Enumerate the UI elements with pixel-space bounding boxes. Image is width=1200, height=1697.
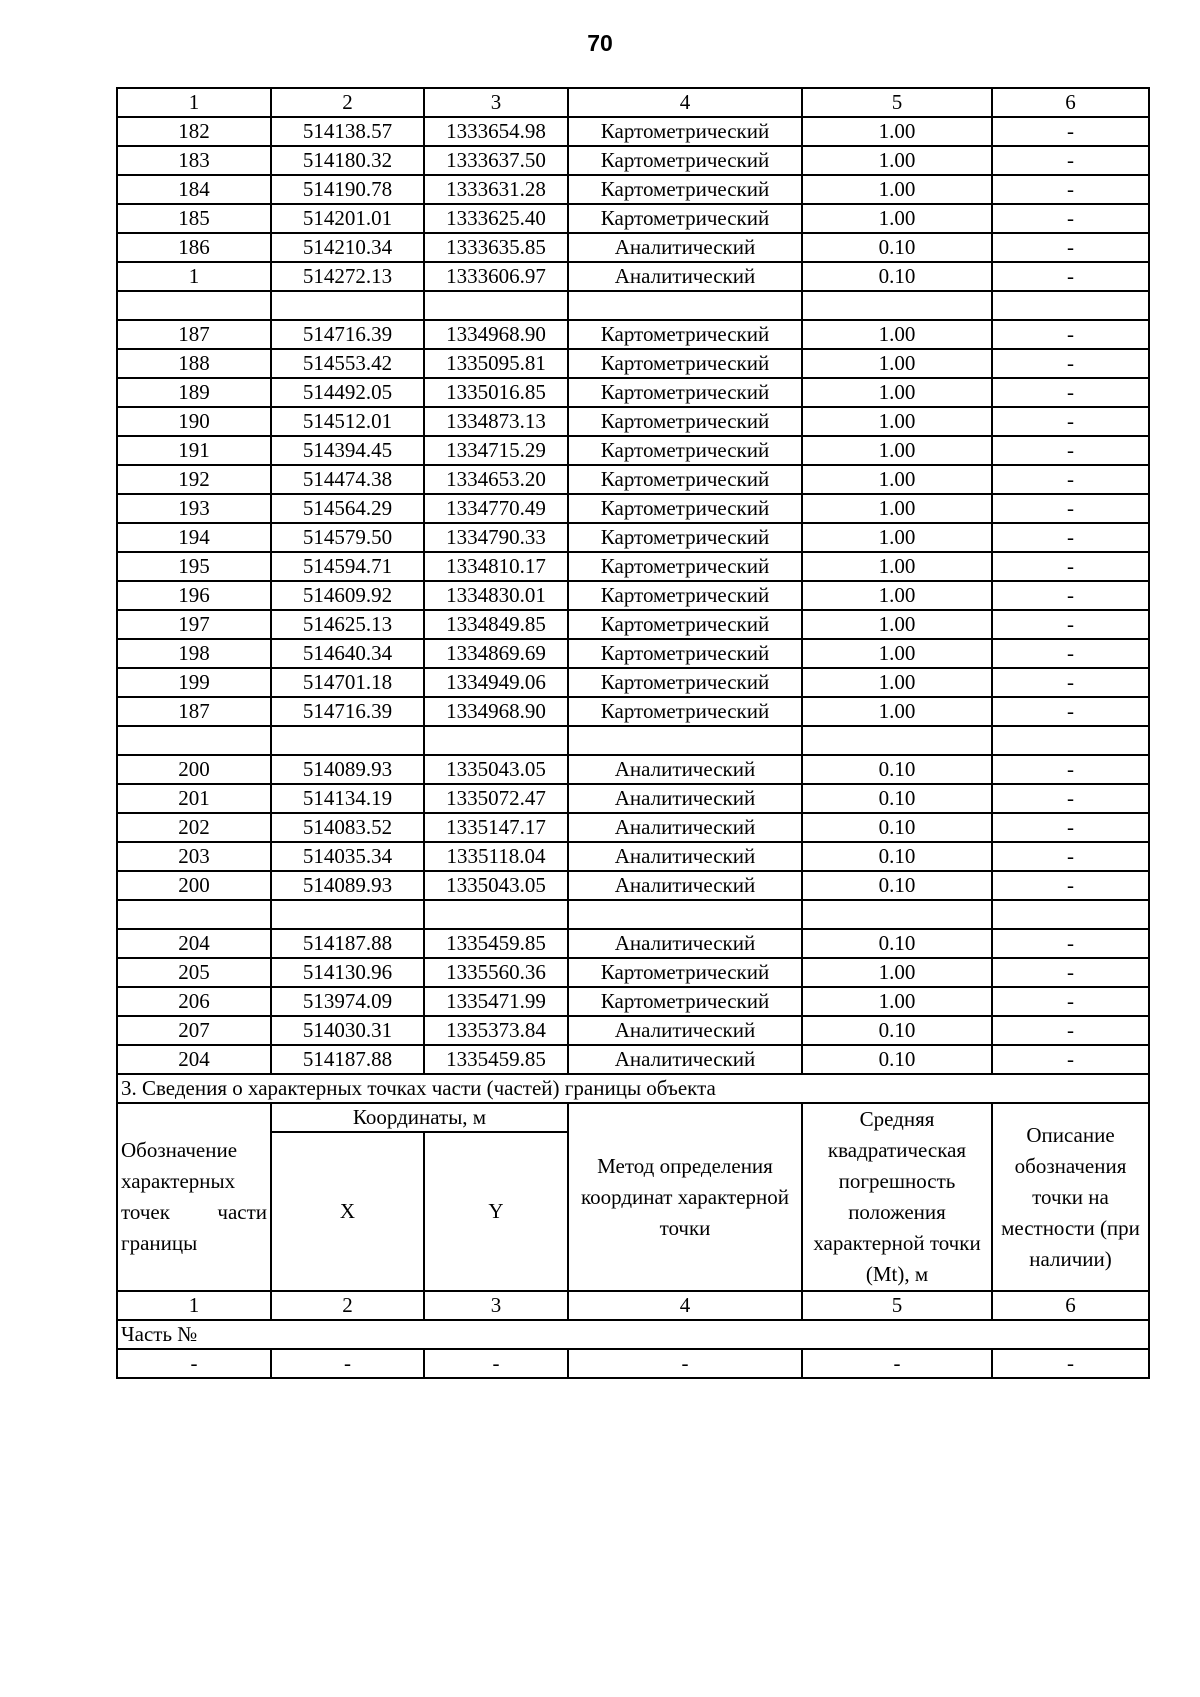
mean-error-cell: 1.00 — [802, 175, 992, 204]
x-coordinate-cell: 514272.13 — [271, 262, 424, 291]
mean-error-cell: 0.10 — [802, 784, 992, 813]
description-cell — [992, 900, 1149, 929]
table-row — [117, 784, 1149, 813]
mean-error-cell: 1.00 — [802, 407, 992, 436]
x-coordinate-cell: 514474.38 — [271, 465, 424, 494]
method-cell: Картометрический — [568, 436, 802, 465]
table-row — [117, 813, 1149, 842]
description-cell: - — [992, 146, 1149, 175]
x-coordinate-cell: 514512.01 — [271, 407, 424, 436]
x-coordinate-cell: 514609.92 — [271, 581, 424, 610]
description-cell: - — [992, 320, 1149, 349]
y-coordinate-cell: 1334873.13 — [424, 407, 568, 436]
mean-error-cell: 0.10 — [802, 813, 992, 842]
mean-error-cell: 1.00 — [802, 204, 992, 233]
point-number-cell: 205 — [117, 958, 271, 987]
description-cell: - — [992, 871, 1149, 900]
x-coordinate-cell: 514394.45 — [271, 436, 424, 465]
point-number-cell — [117, 291, 271, 320]
mean-error-cell: 1.00 — [802, 436, 992, 465]
description-cell: - — [992, 813, 1149, 842]
description-cell: - — [992, 842, 1149, 871]
x-coordinate-cell: 514187.88 — [271, 929, 424, 958]
description-cell — [992, 291, 1149, 320]
y-coordinate-cell: 1335072.47 — [424, 784, 568, 813]
method-cell: Картометрический — [568, 146, 802, 175]
y-coordinate-cell: 1334849.85 — [424, 610, 568, 639]
x-coordinate-cell — [271, 900, 424, 929]
method-cell: Картометрический — [568, 610, 802, 639]
y-coordinate-cell: 1334653.20 — [424, 465, 568, 494]
description-cell: - — [992, 233, 1149, 262]
method-cell: Картометрический — [568, 494, 802, 523]
mean-error-cell: 1.00 — [802, 146, 992, 175]
table-row — [117, 320, 1149, 349]
point-number-cell: 185 — [117, 204, 271, 233]
mean-error-cell: 0.10 — [802, 871, 992, 900]
table-row — [117, 871, 1149, 900]
description-cell: - — [992, 929, 1149, 958]
point-number-cell: 184 — [117, 175, 271, 204]
description-cell: - — [992, 552, 1149, 581]
point-number-cell: 199 — [117, 668, 271, 697]
method-cell: Картометрический — [568, 668, 802, 697]
mean-error-cell: 1.00 — [802, 117, 992, 146]
column-number: 4 — [568, 88, 802, 117]
part-cell: - — [802, 1349, 992, 1378]
description-cell: - — [992, 639, 1149, 668]
mean-error-cell — [802, 291, 992, 320]
y-coordinate-cell: 1333631.28 — [424, 175, 568, 204]
method-cell: Картометрический — [568, 465, 802, 494]
coordinates-table-body — [117, 88, 1149, 1378]
method-cell: Аналитический — [568, 1045, 802, 1074]
mean-error-cell: 0.10 — [802, 1016, 992, 1045]
method-cell — [568, 726, 802, 755]
point-number-cell: 193 — [117, 494, 271, 523]
table-row — [117, 958, 1149, 987]
y-coordinate-cell: 1335373.84 — [424, 1016, 568, 1045]
section-title-row — [117, 1074, 1149, 1103]
y-coordinate-cell: 1333606.97 — [424, 262, 568, 291]
method-cell: Картометрический — [568, 958, 802, 987]
table-row — [117, 697, 1149, 726]
table-row — [117, 175, 1149, 204]
x-coordinate-cell — [271, 291, 424, 320]
x-coordinate-cell: 514716.39 — [271, 697, 424, 726]
x-coordinate-cell: 513974.09 — [271, 987, 424, 1016]
part-cell: - — [271, 1349, 424, 1378]
table-row — [117, 842, 1149, 871]
column-number: 3 — [424, 1291, 568, 1320]
description-cell: - — [992, 378, 1149, 407]
column-number-row — [117, 88, 1149, 117]
column-number: 1 — [117, 1291, 271, 1320]
table-row — [117, 146, 1149, 175]
part-cell: - — [568, 1349, 802, 1378]
point-number-cell: 189 — [117, 378, 271, 407]
table-row — [117, 349, 1149, 378]
column-number: 2 — [271, 1291, 424, 1320]
method-cell: Картометрический — [568, 204, 802, 233]
part-cell: - — [117, 1349, 271, 1378]
description-cell: - — [992, 755, 1149, 784]
point-number-cell: 202 — [117, 813, 271, 842]
table-row — [117, 436, 1149, 465]
method-cell: Картометрический — [568, 552, 802, 581]
x-coordinate-cell: 514180.32 — [271, 146, 424, 175]
y-coordinate-cell: 1335560.36 — [424, 958, 568, 987]
point-number-cell: 195 — [117, 552, 271, 581]
description-cell: - — [992, 1016, 1149, 1045]
x-coordinate-cell: 514134.19 — [271, 784, 424, 813]
point-number-cell: 182 — [117, 117, 271, 146]
point-number-cell: 188 — [117, 349, 271, 378]
separator-row — [117, 726, 1149, 755]
mean-error-cell: 0.10 — [802, 262, 992, 291]
x-coordinate-cell: 514210.34 — [271, 233, 424, 262]
separator-row — [117, 291, 1149, 320]
table-row — [117, 1016, 1149, 1045]
y-coordinate-cell — [424, 291, 568, 320]
method-cell — [568, 291, 802, 320]
point-number-cell: 187 — [117, 697, 271, 726]
x-coordinate-cell: 514130.96 — [271, 958, 424, 987]
table-row — [117, 262, 1149, 291]
page-number: 70 — [587, 30, 613, 56]
table-row — [117, 1045, 1149, 1074]
point-number-cell: 207 — [117, 1016, 271, 1045]
x-header: X — [271, 1132, 424, 1291]
description-cell: - — [992, 958, 1149, 987]
method-cell: Картометрический — [568, 349, 802, 378]
point-number-cell: 201 — [117, 784, 271, 813]
mean-error-cell: 1.00 — [802, 697, 992, 726]
part-row — [117, 1349, 1149, 1378]
point-number-cell: 190 — [117, 407, 271, 436]
y-coordinate-cell: 1333637.50 — [424, 146, 568, 175]
coordinates-header: Координаты, м — [271, 1103, 568, 1132]
part-label-row — [117, 1320, 1149, 1349]
point-number-cell: 191 — [117, 436, 271, 465]
point-number-cell: 186 — [117, 233, 271, 262]
method-cell: Картометрический — [568, 117, 802, 146]
y-coordinate-cell: 1334830.01 — [424, 581, 568, 610]
description-cell: - — [992, 1045, 1149, 1074]
method-cell: Картометрический — [568, 697, 802, 726]
method-cell: Аналитический — [568, 842, 802, 871]
table-row — [117, 117, 1149, 146]
separator-row — [117, 900, 1149, 929]
description-cell: - — [992, 987, 1149, 1016]
method-cell: Картометрический — [568, 581, 802, 610]
table-row — [117, 523, 1149, 552]
column-number: 6 — [992, 1291, 1149, 1320]
point-number-cell: 194 — [117, 523, 271, 552]
table-row — [117, 233, 1149, 262]
table-row — [117, 465, 1149, 494]
x-coordinate-cell: 514201.01 — [271, 204, 424, 233]
point-number-cell — [117, 900, 271, 929]
description-header: Описание обозначения точки на местности (при наличии) — [992, 1103, 1149, 1291]
description-cell: - — [992, 436, 1149, 465]
x-coordinate-cell: 514187.88 — [271, 1045, 424, 1074]
table-row — [117, 668, 1149, 697]
column-number: 5 — [802, 88, 992, 117]
method-cell: Картометрический — [568, 639, 802, 668]
y-coordinate-cell: 1334790.33 — [424, 523, 568, 552]
method-cell: Картометрический — [568, 175, 802, 204]
x-coordinate-cell: 514579.50 — [271, 523, 424, 552]
mean-error-cell: 1.00 — [802, 320, 992, 349]
section-title: 3. Сведения о характерных точках части (частей) границы объекта — [117, 1074, 1149, 1103]
description-cell: - — [992, 581, 1149, 610]
method-cell: Аналитический — [568, 929, 802, 958]
y-coordinate-cell: 1335095.81 — [424, 349, 568, 378]
error-header: Средняя квадратическая погрешность положения характерной точки (Mt), м — [802, 1103, 992, 1291]
point-number-cell: 204 — [117, 929, 271, 958]
point-number-cell: 187 — [117, 320, 271, 349]
description-cell — [992, 726, 1149, 755]
y-coordinate-cell: 1334949.06 — [424, 668, 568, 697]
column-number: 1 — [117, 88, 271, 117]
part-label: Часть № — [117, 1320, 1149, 1349]
method-cell: Картометрический — [568, 320, 802, 349]
table-row — [117, 494, 1149, 523]
x-coordinate-cell: 514594.71 — [271, 552, 424, 581]
column-number: 2 — [271, 88, 424, 117]
x-coordinate-cell: 514553.42 — [271, 349, 424, 378]
mean-error-cell: 1.00 — [802, 668, 992, 697]
point-number-cell: 192 — [117, 465, 271, 494]
point-number-cell: 183 — [117, 146, 271, 175]
y-coordinate-cell — [424, 726, 568, 755]
mean-error-cell: 1.00 — [802, 610, 992, 639]
mean-error-cell: 0.10 — [802, 929, 992, 958]
mean-error-cell — [802, 900, 992, 929]
y-coordinate-cell: 1334770.49 — [424, 494, 568, 523]
method-header: Метод определения координат характерной точки — [568, 1103, 802, 1291]
description-cell: - — [992, 175, 1149, 204]
point-number-cell — [117, 726, 271, 755]
x-coordinate-cell: 514492.05 — [271, 378, 424, 407]
x-coordinate-cell: 514138.57 — [271, 117, 424, 146]
y-coordinate-cell: 1335043.05 — [424, 755, 568, 784]
point-number-cell: 1 — [117, 262, 271, 291]
x-coordinate-cell: 514083.52 — [271, 813, 424, 842]
y-coordinate-cell: 1334968.90 — [424, 320, 568, 349]
mean-error-cell: 1.00 — [802, 987, 992, 1016]
mean-error-cell: 1.00 — [802, 523, 992, 552]
y-coordinate-cell: 1333654.98 — [424, 117, 568, 146]
x-coordinate-cell: 514640.34 — [271, 639, 424, 668]
method-cell: Картометрический — [568, 523, 802, 552]
point-number-cell: 204 — [117, 1045, 271, 1074]
method-cell: Картометрический — [568, 378, 802, 407]
description-cell: - — [992, 784, 1149, 813]
point-number-cell: 206 — [117, 987, 271, 1016]
method-cell: Аналитический — [568, 1016, 802, 1045]
x-coordinate-cell: 514190.78 — [271, 175, 424, 204]
section-header-row — [117, 1103, 1149, 1132]
y-coordinate-cell: 1333625.40 — [424, 204, 568, 233]
y-coordinate-cell: 1333635.85 — [424, 233, 568, 262]
description-cell: - — [992, 668, 1149, 697]
y-coordinate-cell: 1335471.99 — [424, 987, 568, 1016]
point-number-cell: 198 — [117, 639, 271, 668]
mean-error-cell: 0.10 — [802, 233, 992, 262]
column-number: 4 — [568, 1291, 802, 1320]
point-number-cell: 200 — [117, 755, 271, 784]
column-number: 3 — [424, 88, 568, 117]
mean-error-cell: 1.00 — [802, 639, 992, 668]
description-cell: - — [992, 117, 1149, 146]
table-row — [117, 407, 1149, 436]
method-cell: Картометрический — [568, 407, 802, 436]
y-coordinate-cell: 1334715.29 — [424, 436, 568, 465]
mean-error-cell: 1.00 — [802, 552, 992, 581]
table-row — [117, 929, 1149, 958]
part-cell: - — [992, 1349, 1149, 1378]
part-cell: - — [424, 1349, 568, 1378]
column-number: 6 — [992, 88, 1149, 117]
method-cell: Аналитический — [568, 813, 802, 842]
y-coordinate-cell: 1335459.85 — [424, 1045, 568, 1074]
y-coordinate-cell: 1334968.90 — [424, 697, 568, 726]
mean-error-cell: 1.00 — [802, 581, 992, 610]
mean-error-cell: 1.00 — [802, 378, 992, 407]
x-coordinate-cell: 514089.93 — [271, 871, 424, 900]
description-cell: - — [992, 407, 1149, 436]
point-number-cell: 203 — [117, 842, 271, 871]
x-coordinate-cell — [271, 726, 424, 755]
method-cell — [568, 900, 802, 929]
column-number: 5 — [802, 1291, 992, 1320]
point-number-cell: 197 — [117, 610, 271, 639]
y-coordinate-cell: 1335118.04 — [424, 842, 568, 871]
x-coordinate-cell: 514035.34 — [271, 842, 424, 871]
table-row — [117, 610, 1149, 639]
method-cell: Аналитический — [568, 262, 802, 291]
description-cell: - — [992, 697, 1149, 726]
y-coordinate-cell: 1335043.05 — [424, 871, 568, 900]
y-coordinate-cell: 1334810.17 — [424, 552, 568, 581]
method-cell: Аналитический — [568, 755, 802, 784]
table-row — [117, 378, 1149, 407]
mean-error-cell: 0.10 — [802, 755, 992, 784]
table-row — [117, 581, 1149, 610]
coordinates-table — [116, 87, 1150, 1379]
x-coordinate-cell: 514564.29 — [271, 494, 424, 523]
table-row — [117, 987, 1149, 1016]
x-coordinate-cell: 514089.93 — [271, 755, 424, 784]
table-row — [117, 755, 1149, 784]
x-coordinate-cell: 514716.39 — [271, 320, 424, 349]
point-number-cell: 196 — [117, 581, 271, 610]
y-coordinate-cell: 1335459.85 — [424, 929, 568, 958]
point-designation-header: Обозначение характерных точек части границы — [117, 1103, 271, 1291]
x-coordinate-cell: 514701.18 — [271, 668, 424, 697]
point-number-cell: 200 — [117, 871, 271, 900]
description-cell: - — [992, 494, 1149, 523]
description-cell: - — [992, 523, 1149, 552]
table-row — [117, 639, 1149, 668]
description-cell: - — [992, 204, 1149, 233]
mean-error-cell: 1.00 — [802, 494, 992, 523]
x-coordinate-cell: 514030.31 — [271, 1016, 424, 1045]
method-cell: Аналитический — [568, 871, 802, 900]
y-header: Y — [424, 1132, 568, 1291]
method-cell: Аналитический — [568, 784, 802, 813]
table-row — [117, 552, 1149, 581]
y-coordinate-cell: 1335147.17 — [424, 813, 568, 842]
mean-error-cell: 1.00 — [802, 958, 992, 987]
x-coordinate-cell: 514625.13 — [271, 610, 424, 639]
method-cell: Картометрический — [568, 987, 802, 1016]
description-cell: - — [992, 262, 1149, 291]
mean-error-cell — [802, 726, 992, 755]
mean-error-cell: 0.10 — [802, 1045, 992, 1074]
mean-error-cell: 1.00 — [802, 465, 992, 494]
y-coordinate-cell: 1334869.69 — [424, 639, 568, 668]
mean-error-cell: 0.10 — [802, 842, 992, 871]
y-coordinate-cell — [424, 900, 568, 929]
description-cell: - — [992, 349, 1149, 378]
description-cell: - — [992, 465, 1149, 494]
mean-error-cell: 1.00 — [802, 349, 992, 378]
table-row — [117, 204, 1149, 233]
y-coordinate-cell: 1335016.85 — [424, 378, 568, 407]
column-number-row — [117, 1291, 1149, 1320]
description-cell: - — [992, 610, 1149, 639]
method-cell: Аналитический — [568, 233, 802, 262]
